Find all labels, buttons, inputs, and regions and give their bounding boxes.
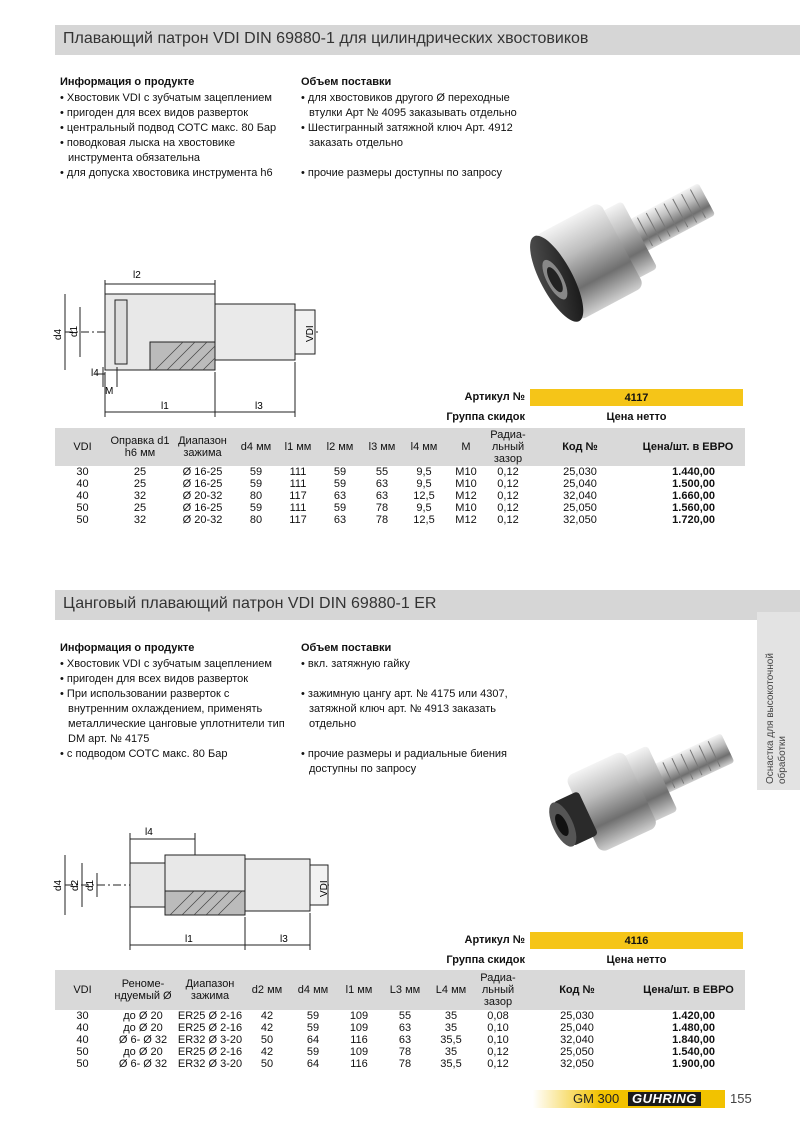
table-cell: 42 — [260, 1022, 274, 1034]
info-item: • пригоден для всех видов разверток — [60, 106, 290, 121]
table-cell: 111 — [289, 466, 307, 478]
table-cell: Ø 16-25 — [182, 466, 223, 478]
table-cell: 59 — [306, 1046, 320, 1058]
table-header: Цена/шт. в ЕВРО — [631, 428, 745, 466]
table-header: Цена/шт. в ЕВРО — [632, 970, 745, 1010]
table-cell: 117 — [289, 514, 307, 526]
table-cell: 111 — [289, 502, 307, 514]
dim-label: d2 — [70, 879, 81, 891]
table-cell: 59 — [333, 478, 347, 490]
info-item: • Хвостовик VDI с зубчатым зацеплением — [60, 657, 290, 672]
table-cell: 111 — [289, 478, 307, 490]
table-cell: 1.480,00 — [672, 1022, 715, 1034]
table-cell: 1.440,00 — [672, 466, 715, 478]
table-cell: 40 — [76, 1034, 89, 1046]
delivery-title: Объем поставки — [301, 642, 392, 654]
table-cell: 55 — [375, 466, 389, 478]
table-cell: 9,5 — [416, 466, 432, 478]
article-label: Артикул № — [464, 934, 525, 946]
table-cell: Ø 6- Ø 32 — [118, 1034, 168, 1046]
table-cell: 78 — [398, 1058, 412, 1070]
table-cell: 25,040 — [560, 1022, 594, 1034]
section-header — [55, 590, 800, 620]
table-cell: 12,5 — [413, 490, 435, 502]
table-cell: 50 — [76, 1058, 89, 1070]
table-cell: 0,12 — [497, 466, 519, 478]
table-header: Оправка d1 h6 мм — [110, 428, 170, 466]
table-cell: M10 — [455, 478, 477, 490]
brand-logo: GUHRING — [628, 1092, 701, 1106]
table-cell: 35,5 — [440, 1058, 462, 1070]
table-cell: 42 — [260, 1046, 274, 1058]
table-cell: 25,040 — [563, 478, 597, 490]
table-cell: 25 — [133, 502, 147, 514]
price-table — [55, 428, 745, 526]
table-cell: 59 — [249, 502, 263, 514]
table-cell: 1.540,00 — [672, 1046, 715, 1058]
dim-label: l4 — [145, 827, 153, 838]
table-cell: 63 — [375, 478, 389, 490]
table-header: d2 мм — [244, 970, 290, 1010]
table-cell: 35,5 — [440, 1034, 462, 1046]
table-cell: 1.560,00 — [672, 502, 715, 514]
table-cell: 0,12 — [497, 502, 519, 514]
info-item: • пригоден для всех видов разверток — [60, 672, 290, 687]
table-cell: 80 — [249, 514, 263, 526]
product-info — [60, 75, 290, 181]
info-item: • центральный подвод СОТС макс. 80 Бар — [60, 121, 290, 136]
discount-value: Цена нетто — [606, 954, 667, 966]
table-cell: ER25 Ø 2-16 — [177, 1022, 243, 1034]
product-photo — [530, 705, 760, 885]
table-cell: до Ø 20 — [123, 1010, 163, 1022]
dim-label: M — [105, 386, 114, 397]
table-header: M — [445, 428, 487, 466]
dim-label: l3 — [255, 401, 263, 412]
table-cell: 40 — [76, 1022, 89, 1034]
table-cell: 59 — [333, 502, 347, 514]
table-header: Радиа-льный зазор — [474, 970, 522, 1010]
table-cell: 50 — [76, 1046, 89, 1058]
table-cell: 64 — [306, 1034, 320, 1046]
table-cell: 0,10 — [487, 1034, 509, 1046]
table-cell: Ø 20-32 — [182, 490, 223, 502]
table-cell: 40 — [76, 478, 89, 490]
delivery-title: Объем поставки — [301, 76, 392, 88]
table-cell: Ø 16-25 — [182, 478, 223, 490]
table-cell: 25,050 — [563, 502, 597, 514]
table-header: d4 мм — [235, 428, 277, 466]
table-cell: 32,040 — [563, 490, 597, 502]
table-cell: 0,12 — [497, 478, 519, 490]
table-cell: до Ø 20 — [123, 1046, 163, 1058]
table-cell: Ø 6- Ø 32 — [118, 1058, 168, 1070]
table-cell: 12,5 — [413, 514, 435, 526]
table-header: Код № — [529, 428, 631, 466]
table-cell: 1.500,00 — [672, 478, 715, 490]
delivery-item: • Шестигранный затяжной ключ Арт. 4912 заказать отдельно — [301, 121, 521, 151]
table-cell: 0,12 — [487, 1058, 509, 1070]
info-title: Информация о продукте — [60, 642, 195, 654]
dim-label: d1 — [69, 325, 80, 337]
delivery-item: • зажимную цангу арт. № 4175 или 4307, затяжной ключ арт. № 4913 заказать отдельно — [301, 687, 521, 732]
table-header: Диапазон зажима — [170, 428, 235, 466]
table-cell: 59 — [333, 466, 347, 478]
info-item: • При использовании разверток с внутренним охлаждением, применять металлические цанговые уплотнители тип DM арт. № 4175 — [60, 687, 290, 747]
table-cell: 0,12 — [497, 514, 519, 526]
table-header: VDI — [55, 970, 110, 1010]
table-header: l1 мм — [336, 970, 382, 1010]
table-cell: M10 — [455, 502, 477, 514]
table-cell: 0,12 — [497, 490, 519, 502]
table-cell: 63 — [398, 1034, 412, 1046]
table-cell: 40 — [76, 490, 89, 502]
dim-label: l1 — [161, 401, 169, 412]
table-header: Радиа-льный зазор — [487, 428, 529, 466]
table-cell: 25 — [133, 466, 147, 478]
table-cell: 0,08 — [487, 1010, 509, 1022]
table-cell: 1.900,00 — [672, 1058, 715, 1070]
dim-label: l3 — [280, 934, 288, 945]
table-cell: 1.660,00 — [672, 490, 715, 502]
table-cell: 32 — [133, 514, 147, 526]
table-cell: 25 — [133, 478, 147, 490]
price-table — [55, 970, 745, 1070]
side-tab — [757, 612, 800, 790]
table-cell: 25,050 — [560, 1046, 594, 1058]
table-header: Код № — [522, 970, 632, 1010]
dim-label: d4 — [53, 879, 64, 891]
table-header: l4 мм — [403, 428, 445, 466]
table-cell: M10 — [455, 466, 477, 478]
table-cell: 9,5 — [416, 502, 432, 514]
product-photo — [520, 150, 750, 340]
table-header: l2 мм — [319, 428, 361, 466]
table-cell: 116 — [350, 1058, 368, 1070]
info-title: Информация о продукте — [60, 76, 195, 88]
delivery-item: • вкл. затяжную гайку — [301, 657, 521, 672]
dim-label: VDI — [319, 880, 330, 897]
page-number: 155 — [730, 1091, 752, 1106]
table-cell: 32 — [133, 490, 147, 502]
table-cell: 0,12 — [487, 1046, 509, 1058]
table-cell: 30 — [76, 466, 89, 478]
table-header: d4 мм — [290, 970, 336, 1010]
technical-drawing — [55, 262, 335, 422]
table-cell: 59 — [249, 478, 263, 490]
section-title: Цанговый плавающий патрон VDI DIN 69880-1 ER — [63, 595, 437, 612]
table-cell: 9,5 — [416, 478, 432, 490]
table-cell: 78 — [375, 502, 389, 514]
info-item: • для допуска хвостовика инструмента h6 — [60, 166, 290, 181]
table-cell: M12 — [455, 514, 477, 526]
dim-label: d1 — [85, 879, 96, 891]
table-cell: 1.840,00 — [672, 1034, 715, 1046]
table-cell: 1.720,00 — [672, 514, 715, 526]
delivery-item: • для хвостовиков другого Ø переходные втулки Арт № 4095 заказывать отдельно — [301, 91, 521, 121]
table-cell: 32,050 — [560, 1058, 594, 1070]
discount-value: Цена нетто — [606, 411, 667, 423]
table-cell: 30 — [76, 1010, 89, 1022]
info-item: • Хвостовик VDI с зубчатым зацеплением — [60, 91, 290, 106]
table-cell: ER32 Ø 3-20 — [177, 1034, 243, 1046]
dim-label: l4 — [91, 368, 99, 379]
dim-label: l2 — [133, 270, 141, 281]
table-cell: 25,030 — [560, 1010, 594, 1022]
info-item: • с подводом СОТС макс. 80 Бар — [60, 747, 290, 762]
dim-label: VDI — [305, 325, 316, 342]
table-cell: 64 — [306, 1058, 320, 1070]
table-cell: 32,050 — [563, 514, 597, 526]
table-cell: 78 — [375, 514, 389, 526]
delivery-item: • прочие размеры доступны по запросу — [301, 166, 521, 181]
table-header: Диапазон зажима — [176, 970, 244, 1010]
article-number: 4116 — [530, 932, 743, 949]
table-cell: 42 — [260, 1010, 274, 1022]
table-cell: Ø 20-32 — [182, 514, 223, 526]
table-header: Реноме-ндуемый Ø — [110, 970, 176, 1010]
table-cell: 35 — [444, 1046, 458, 1058]
table-cell: 117 — [289, 490, 307, 502]
dim-label: d4 — [53, 328, 64, 340]
table-cell: 63 — [333, 514, 347, 526]
table-cell: 35 — [444, 1022, 458, 1034]
section-header — [55, 25, 800, 55]
table-header: l1 мм — [277, 428, 319, 466]
table-cell: 50 — [260, 1058, 274, 1070]
table-cell: 63 — [375, 490, 389, 502]
table-header: VDI — [55, 428, 110, 466]
table-cell: 109 — [349, 1010, 369, 1022]
table-cell: M12 — [455, 490, 477, 502]
table-cell: 63 — [398, 1022, 412, 1034]
table-cell: 0,10 — [487, 1022, 509, 1034]
discount-label: Группа скидок — [446, 954, 525, 966]
article-label: Артикул № — [464, 391, 525, 403]
delivery-item: • прочие размеры и радиальные биения доступны по запросу — [301, 747, 521, 777]
table-cell: 50 — [76, 514, 89, 526]
table-cell: 116 — [350, 1034, 368, 1046]
technical-drawing — [55, 825, 345, 955]
table-cell: 55 — [398, 1010, 412, 1022]
product-info — [60, 641, 290, 762]
table-cell: ER32 Ø 3-20 — [177, 1058, 243, 1070]
delivery-info — [301, 75, 521, 181]
catalog-name: GM 300 — [573, 1091, 620, 1106]
table-cell: 50 — [76, 502, 89, 514]
table-header: L3 мм — [382, 970, 428, 1010]
footer-bar — [533, 1090, 725, 1108]
table-cell: 63 — [333, 490, 347, 502]
table-cell: 35 — [444, 1010, 458, 1022]
table-cell: ER25 Ø 2-16 — [177, 1010, 243, 1022]
table-cell: 32,040 — [560, 1034, 594, 1046]
table-cell: ER25 Ø 2-16 — [177, 1046, 243, 1058]
table-cell: 109 — [349, 1046, 369, 1058]
table-cell: 25,030 — [563, 466, 597, 478]
table-cell: 59 — [306, 1010, 320, 1022]
table-cell: 78 — [398, 1046, 412, 1058]
table-cell: 109 — [349, 1022, 369, 1034]
dim-label: l1 — [185, 934, 193, 945]
discount-label: Группа скидок — [446, 411, 525, 423]
table-cell: 59 — [249, 466, 263, 478]
info-item: • поводковая лыска на хвостовике инструмента обязательна — [60, 136, 290, 166]
table-header: l3 мм — [361, 428, 403, 466]
table-cell: Ø 16-25 — [182, 502, 223, 514]
table-header: L4 мм — [428, 970, 474, 1010]
table-cell: 80 — [249, 490, 263, 502]
side-tab-label: Оснастка для высокоточной обработки — [765, 653, 788, 784]
table-cell: до Ø 20 — [123, 1022, 163, 1034]
table-cell: 59 — [306, 1022, 320, 1034]
article-number: 4117 — [530, 389, 743, 406]
table-cell: 1.420,00 — [672, 1010, 715, 1022]
table-cell: 50 — [260, 1034, 274, 1046]
section-title: Плавающий патрон VDI DIN 69880-1 для цилиндрических хвостовиков — [63, 30, 589, 47]
delivery-info — [301, 641, 521, 777]
